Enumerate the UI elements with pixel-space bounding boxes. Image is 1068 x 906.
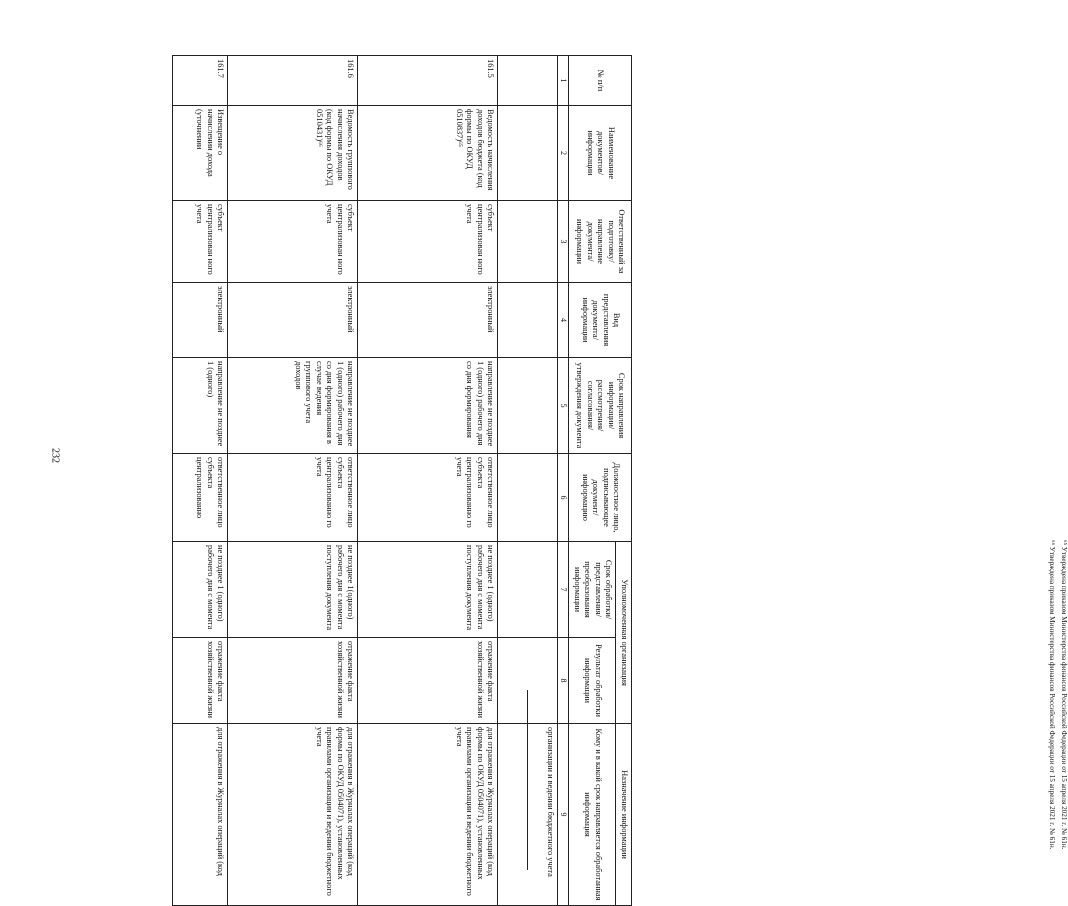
- row-responsible: субъект централизован ного учета: [228, 201, 358, 283]
- header-term: Срок направления информации/ рассмотрения/ согласования/ утверждения документа: [569, 358, 632, 454]
- row-name: Извещение о начислении дохода (уточнении: [173, 106, 228, 201]
- table-row: [228, 56, 358, 906]
- header-signer: Должностное лицо, подписывающее документ/ информацию: [569, 454, 632, 542]
- header-responsible: Ответственный за подготовку/ направление документа/ информации: [569, 201, 632, 283]
- header-processing: Срок обработки/ представления/ преобразования информации: [569, 542, 616, 638]
- row-num: 161.7: [173, 56, 228, 106]
- row-name: Ведомость начисления доходов бюджета (код формы по ОКУД 0510837)⁶⁵: [358, 106, 498, 201]
- row-purpose: для отражения в Журналах операций (код формы по ОКУД 0504071), установленных правилами организации и ведении бюджетного учета: [358, 724, 498, 906]
- footnote: ⁶⁶ Утверждена приказом Министерства финансов Российской Федерации от 15 апреля 2021 г. № 61н.: [1048, 540, 1056, 850]
- row-signer: ответственное лицо субъекта централизованно: [173, 454, 228, 542]
- row-kind: электронный: [173, 283, 228, 358]
- row-term: направление не позднее 1 (одного) рабочего дня со дня формирования: [358, 358, 498, 454]
- col-number: 4: [558, 283, 569, 358]
- document-table: [173, 55, 633, 906]
- header-num: № п/п: [569, 56, 632, 106]
- row-signer: ответственное лицо субъекта централизованно го учета: [228, 454, 358, 542]
- column-number-row: [558, 56, 569, 906]
- col-number: 1: [558, 56, 569, 106]
- row-processing: не позднее 1(одного) рабочего дня с момента поступления документа: [228, 542, 358, 638]
- row-num: 161.5: [358, 56, 498, 106]
- row-result: отражение факта хозяйственной жизни: [173, 638, 228, 724]
- header-row: [616, 56, 632, 906]
- row-purpose: для отражения в Журналах операций (код: [173, 724, 228, 906]
- row-term: направление не позднее 1 (одного): [173, 358, 228, 454]
- header-group-upo: Уполномоченная организация: [616, 542, 632, 724]
- row-signer: ответственное лицо субъекта централизованно го учета: [358, 454, 498, 542]
- col-number: 6: [558, 454, 569, 542]
- footnote: ⁶⁵ Утверждена приказом Министерства финансов Российской Федерации от 15 апреля 2021 г. № 61н.: [1060, 540, 1068, 850]
- row-result: отражение факта хозяйственной жизни: [358, 638, 498, 724]
- col-number: 9: [558, 724, 569, 906]
- col-number: 8: [558, 638, 569, 724]
- row-num: 161.6: [228, 56, 358, 106]
- row-processing: не позднее 1 (одного) рабочего дня с момента поступления документа: [358, 542, 498, 638]
- header-recipient: Кому и в какой срок направляется обработанная информация: [569, 724, 616, 906]
- row-purpose: для отражения в Журналах операций (код формы по ОКУД 0504071), установленных правилами организации и ведении бюджетного учета: [228, 724, 358, 906]
- page-number: 232: [49, 448, 61, 463]
- row-responsible: субъект централизован ного учета: [173, 201, 228, 283]
- col-number: 5: [558, 358, 569, 454]
- header-result: Результат обработки информации: [569, 638, 616, 724]
- col-number: 3: [558, 201, 569, 283]
- row-processing: не позднее 1 (одного) рабочего дня с момента: [173, 542, 228, 638]
- col-number: 7: [558, 542, 569, 638]
- table-row: [358, 56, 498, 906]
- header-kind: Вид представления документа/ информации: [569, 283, 632, 358]
- row-term: направление не позднее 1 (одного) рабочего дня со дня формирования в случае ведения группового учета доходов: [228, 358, 358, 454]
- continuation-text: организации и ведении бюджетного учета: [498, 724, 558, 906]
- table-row: [173, 56, 228, 906]
- col-number: 2: [558, 106, 569, 201]
- rotated-table-block: [162, 55, 632, 905]
- row-result: отражение факта хозяйственной жизни: [228, 638, 358, 724]
- header-purpose: Назначение информации: [616, 724, 632, 906]
- row-name: Ведомость группового начисления доходов (код формы по ОКУД 0510431)⁶⁶: [228, 106, 358, 201]
- row-kind: электронный: [358, 283, 498, 358]
- header-name: Наименование документов/ информации: [569, 106, 632, 201]
- continuation-row: [498, 56, 558, 906]
- row-responsible: субъект централизован ного учета: [358, 201, 498, 283]
- row-kind: электронный: [228, 283, 358, 358]
- footnote-divider: [527, 690, 528, 870]
